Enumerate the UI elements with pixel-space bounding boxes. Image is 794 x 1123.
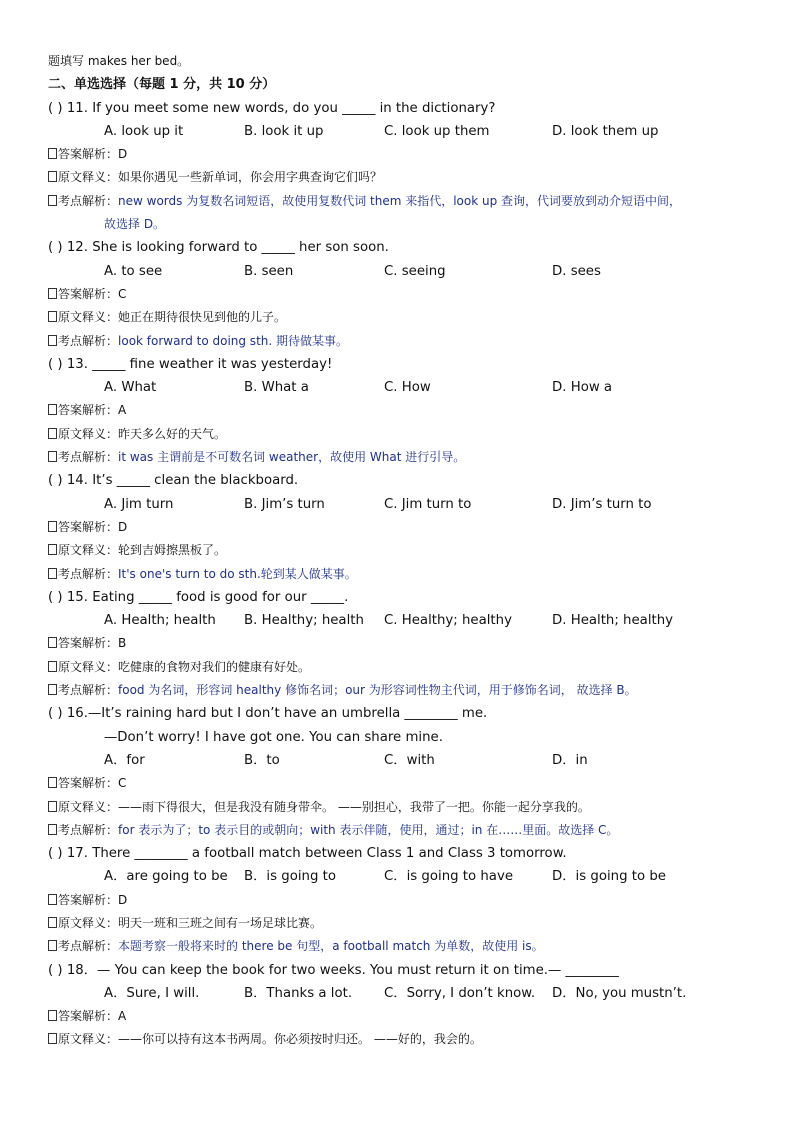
options-row: [48, 120, 748, 143]
analysis-line: 考点解析：本题考察一般将来时的 there be 句型，a football match 为单数，故使用 is。: [48, 935, 748, 958]
checkbox-icon: [48, 148, 57, 159]
answer-line: 答案解析：A: [48, 1005, 748, 1028]
option-a: A. look up it: [104, 123, 184, 139]
checkbox-icon: [48, 335, 57, 346]
translation-line: 原文释义：明天一班和三班之间有一场足球比赛。: [48, 912, 748, 935]
options-row: [48, 609, 748, 632]
option-c: C．is going to have: [384, 869, 513, 885]
checkbox-icon: [48, 195, 57, 206]
option-c: C. How: [384, 380, 431, 396]
option-c: C. Jim turn to: [384, 496, 472, 512]
question-stem: ( ) 11. If you meet some new words, do you _____ in the dictionary?: [48, 100, 496, 116]
checkbox-icon: [48, 801, 57, 812]
checkbox-icon: [48, 451, 57, 462]
option-b: B. look it up: [244, 123, 324, 139]
checkbox-icon: [48, 940, 57, 951]
analysis-line: 考点解析：food 为名词，形容词 healthy 修饰名词；our 为形容词性物主代词，用于修饰名词， 故选择 B。: [48, 679, 748, 702]
checkbox-icon: [48, 824, 57, 835]
answer-line: 答案解析：C: [48, 283, 748, 306]
checkbox-icon: [48, 1033, 57, 1044]
option-c: C. seeing: [384, 263, 446, 279]
option-d: D．is going to be: [552, 869, 666, 885]
document-page: [48, 50, 748, 1052]
answer-line: 答案解析：B: [48, 632, 748, 655]
analysis-line: 考点解析：look forward to doing sth. 期待做某事。: [48, 330, 748, 353]
translation-line: 原文释义：昨天多么好的天气。: [48, 423, 748, 446]
translation-line: 原文释义：吃健康的食物对我们的健康有好处。: [48, 656, 748, 679]
checkbox-icon: [48, 637, 57, 648]
option-b: B. What a: [244, 380, 309, 396]
option-a: A．Sure, I will.: [104, 985, 200, 1001]
answer-line: 答案解析：D: [48, 889, 748, 912]
checkbox-icon: [48, 544, 57, 555]
checkbox-icon: [48, 404, 57, 415]
checkbox-icon: [48, 568, 57, 579]
intro-line: 题填写 makes her bed。: [48, 54, 190, 68]
analysis-line: 考点解析：It's one's turn to do sth.轮到某人做某事。: [48, 563, 748, 586]
checkbox-icon: [48, 1010, 57, 1021]
options-row: [48, 749, 748, 772]
option-d: D．in: [552, 752, 588, 768]
question-block: [48, 702, 748, 842]
option-d: D．No, you mustn’t.: [552, 985, 687, 1001]
section-title: 二、单选选择（每题 1 分，共 10 分）: [48, 77, 276, 93]
checkbox-icon: [48, 917, 57, 928]
checkbox-icon: [48, 894, 57, 905]
question-stem: ( ) 14. It’s _____ clean the blackboard.: [48, 473, 299, 489]
translation-line: 原文释义：她正在期待很快见到他的儿子。: [48, 306, 748, 329]
question-block: [48, 842, 748, 958]
option-a: A. to see: [104, 263, 163, 279]
analysis-line: 考点解析：for 表示为了；to 表示目的或朝向；with 表示伴随，使用，通过；in 在……里面。故选择 C。: [48, 819, 748, 842]
options-row: [48, 376, 748, 399]
options-row: [48, 865, 748, 888]
analysis-line: 考点解析：it was 主谓前是不可数名词 weather，故使用 What 进行引导。: [48, 446, 748, 469]
option-a: A. Health; health: [104, 613, 216, 629]
answer-line: 答案解析：A: [48, 399, 748, 422]
question-stem: ( ) 12. She is looking forward to _____ her son soon.: [48, 240, 389, 256]
option-d: D. Health; healthy: [552, 613, 674, 629]
option-b: B. Jim’s turn: [244, 496, 325, 512]
checkbox-icon: [48, 428, 57, 439]
question-block: [48, 236, 748, 352]
translation-line: 原文释义：——雨下得很大，但是我没有随身带伞。 ——别担心，我带了一把。你能一起分享我的。: [48, 796, 748, 819]
analysis-continued: 故选择 D。: [104, 217, 166, 232]
option-b: B．is going to: [244, 869, 336, 885]
option-b: B．Thanks a lot.: [244, 985, 353, 1001]
question-block: [48, 959, 748, 1052]
option-c: C. look up them: [384, 123, 490, 139]
option-d: D. look them up: [552, 123, 659, 139]
question-stem: ( ) 18．— You can keep the book for two weeks. You must return it on time.— ________: [48, 962, 619, 978]
analysis-line: 考点解析：new words 为复数名词短语，故使用复数代词 them 来指代，look up 查询，代词要放到动介短语中间，: [48, 190, 748, 213]
option-b: B. seen: [244, 263, 294, 279]
question-stem: ( ) 17. There ________ a football match between Class 1 and Class 3 tomorrow.: [48, 846, 567, 862]
option-b: B. Healthy; health: [244, 613, 364, 629]
translation-line: 原文释义：轮到吉姆擦黑板了。: [48, 539, 748, 562]
options-row: [48, 982, 748, 1005]
question-stem: ( ) 13. _____ fine weather it was yesterday!: [48, 356, 333, 372]
answer-line: 答案解析：C: [48, 772, 748, 795]
question-stem-continued: —Don’t worry! I have got one. You can share mine.: [104, 729, 443, 745]
checkbox-icon: [48, 521, 57, 532]
checkbox-icon: [48, 684, 57, 695]
option-a: A．are going to be: [104, 869, 228, 885]
question-stem: ( ) 16.—It’s raining hard but I don’t have an umbrella ________ me.: [48, 706, 488, 722]
question-block: [48, 97, 748, 237]
options-row: [48, 260, 748, 283]
translation-line: 原文释义：如果你遇见一些新单词，你会用字典查询它们吗？: [48, 166, 748, 189]
option-c: C. Healthy; healthy: [384, 613, 512, 629]
option-c: C．with: [384, 752, 435, 768]
checkbox-icon: [48, 661, 57, 672]
checkbox-icon: [48, 171, 57, 182]
answer-line: 答案解析：D: [48, 143, 748, 166]
option-d: D. How a: [552, 380, 613, 396]
checkbox-icon: [48, 311, 57, 322]
option-d: D. Jim’s turn to: [552, 496, 652, 512]
option-b: B．to: [244, 752, 280, 768]
checkbox-icon: [48, 777, 57, 788]
question-block: [48, 353, 748, 469]
option-a: A. Jim turn: [104, 496, 174, 512]
option-a: A．for: [104, 752, 145, 768]
translation-line: 原文释义：——你可以持有这本书两周。你必须按时归还。 ——好的，我会的。: [48, 1028, 748, 1051]
question-block: [48, 586, 748, 702]
checkbox-icon: [48, 288, 57, 299]
option-a: A. What: [104, 380, 157, 396]
option-d: D. sees: [552, 263, 601, 279]
question-stem: ( ) 15. Eating _____ food is good for our _____.: [48, 589, 349, 605]
options-row: [48, 493, 748, 516]
question-block: [48, 469, 748, 585]
option-c: C．Sorry, I don’t know.: [384, 985, 536, 1001]
answer-line: 答案解析：D: [48, 516, 748, 539]
